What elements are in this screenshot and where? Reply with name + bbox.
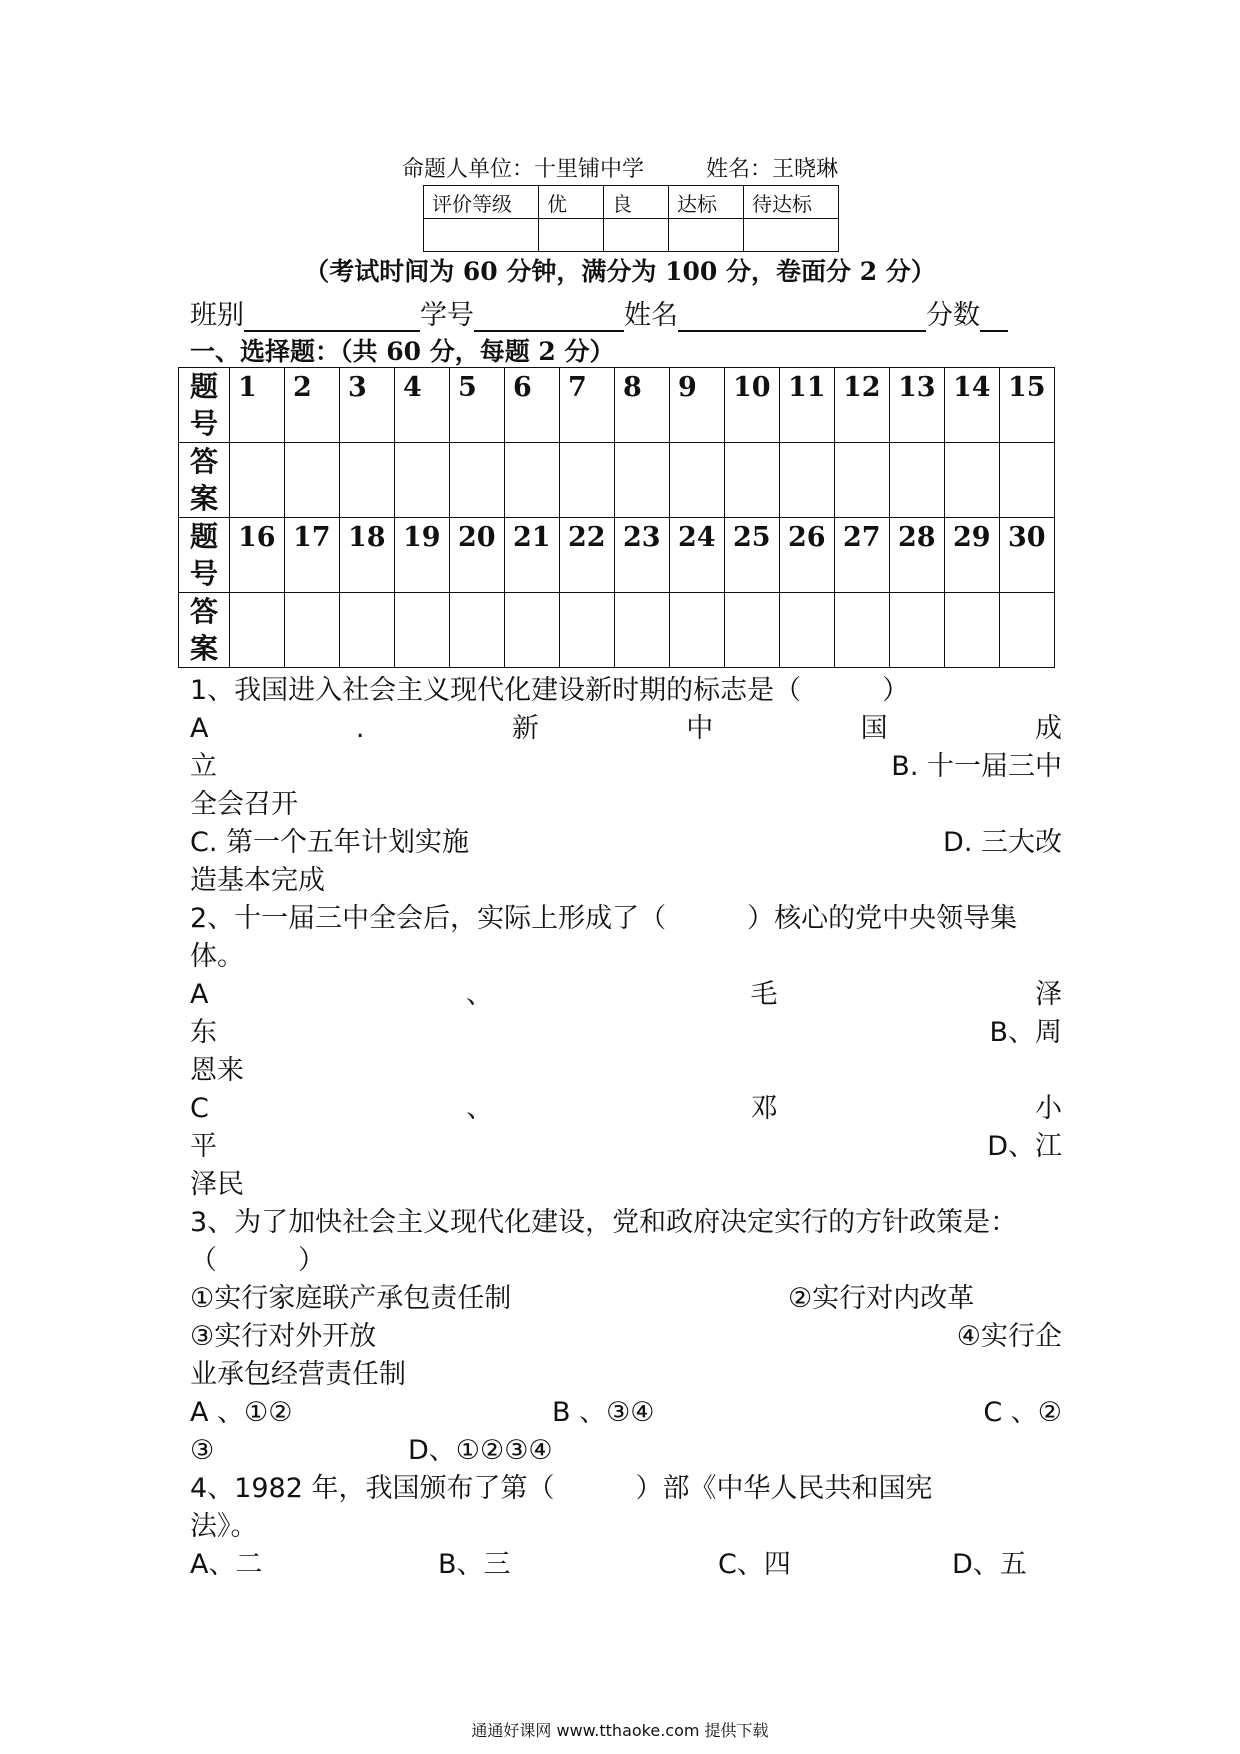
answer-cell[interactable] bbox=[230, 593, 285, 668]
q4-option-b: B、三 bbox=[438, 1549, 511, 1580]
answer-cell[interactable] bbox=[230, 443, 285, 518]
q1-stem: 1、我国进入社会主义现代化建设新时期的标志是（ ） bbox=[190, 675, 910, 706]
answer-cell[interactable] bbox=[395, 443, 450, 518]
q3-stem-2: （ ） bbox=[190, 1245, 325, 1276]
answer-cell[interactable] bbox=[890, 443, 945, 518]
header-line bbox=[0, 152, 1240, 183]
q1-option-c: C. 第一个五年计划实施 bbox=[190, 827, 470, 858]
question-number: 12 bbox=[835, 368, 890, 443]
question-number: 20 bbox=[450, 518, 505, 593]
number-row-2 bbox=[179, 518, 1055, 593]
name-label: 姓名 bbox=[624, 300, 678, 331]
exam-info: （考试时间为 60 分钟，满分为 100 分，卷面分 2 分） bbox=[304, 257, 936, 286]
student-no-label: 学号 bbox=[420, 300, 474, 331]
q1-option-cd-line bbox=[190, 824, 1062, 862]
q3-option-b: B 、③④ bbox=[552, 1397, 655, 1428]
question-number: 29 bbox=[945, 518, 1000, 593]
question-number: 13 bbox=[890, 368, 945, 443]
q1-d-start: D. 三大改 bbox=[943, 827, 1062, 858]
score-label: 分数 bbox=[926, 300, 980, 331]
rating-blank-cell[interactable] bbox=[669, 219, 744, 252]
q2-option-a-line: A 、 毛 泽 bbox=[190, 979, 1062, 1010]
answer-cell[interactable] bbox=[780, 593, 835, 668]
question-number: 7 bbox=[560, 368, 615, 443]
question-number: 30 bbox=[1000, 518, 1055, 593]
class-label: 班别 bbox=[190, 300, 244, 331]
question-number: 8 bbox=[615, 368, 670, 443]
q2-b-end: 恩来 bbox=[190, 1055, 244, 1086]
question-number: 11 bbox=[780, 368, 835, 443]
rating-blank-cell[interactable] bbox=[744, 219, 839, 252]
question-number: 5 bbox=[450, 368, 505, 443]
q1-b-start: B. 十一届三中 bbox=[891, 751, 1062, 782]
q2-option-b-line: 东 B、周 bbox=[190, 1017, 1062, 1048]
question-number: 21 bbox=[505, 518, 560, 593]
question-number: 28 bbox=[890, 518, 945, 593]
answer-label: 答 案 bbox=[179, 443, 230, 518]
q3-option-d: D、①②③④ bbox=[408, 1435, 553, 1466]
class-blank[interactable] bbox=[244, 302, 420, 332]
q3-stem-1: 3、为了加快社会主义现代化建设，党和政府决定实行的方针政策是： bbox=[190, 1207, 1018, 1238]
question-number: 1 bbox=[230, 368, 285, 443]
question-number: 27 bbox=[835, 518, 890, 593]
answer-cell[interactable] bbox=[560, 443, 615, 518]
answer-label: 答 案 bbox=[179, 593, 230, 668]
q3-statement-4: ④实行企 bbox=[956, 1321, 1062, 1352]
question-number: 26 bbox=[780, 518, 835, 593]
q1-a-end: 立 bbox=[190, 751, 217, 782]
q1-d-end: 造基本完成 bbox=[190, 865, 325, 896]
rating-below-cell: 待达标 bbox=[744, 186, 839, 219]
question-number: 9 bbox=[670, 368, 725, 443]
question-number: 4 bbox=[395, 368, 450, 443]
q3-statement-1: ①实行家庭联产承包责任制 bbox=[190, 1283, 512, 1314]
answer-row-2 bbox=[179, 593, 1055, 668]
q1-option-a-line: A . 新 中 国 成 bbox=[190, 713, 1062, 744]
question-number: 25 bbox=[725, 518, 780, 593]
rating-excellent-cell: 优 bbox=[539, 186, 604, 219]
answer-cell[interactable] bbox=[670, 443, 725, 518]
q4-stem-2: 法》。 bbox=[190, 1511, 258, 1542]
student-no-blank[interactable] bbox=[474, 302, 624, 332]
q3-options-line bbox=[190, 1394, 1062, 1432]
answer-cell[interactable] bbox=[725, 443, 780, 518]
question-number: 3 bbox=[340, 368, 395, 443]
answer-cell[interactable] bbox=[1000, 443, 1055, 518]
answer-row-1 bbox=[179, 443, 1055, 518]
answer-cell[interactable] bbox=[340, 593, 395, 668]
question-number: 19 bbox=[395, 518, 450, 593]
question-number: 16 bbox=[230, 518, 285, 593]
q2-stem-2: 体。 bbox=[190, 941, 244, 972]
footer-credit: 通通好课网 www.tthaoke.com 提供下载 bbox=[471, 1721, 769, 1740]
answer-grid bbox=[178, 367, 1055, 668]
answer-cell[interactable] bbox=[780, 443, 835, 518]
proposer-name: 姓名：王晓琳 bbox=[706, 157, 839, 182]
question-number: 24 bbox=[670, 518, 725, 593]
answer-cell[interactable] bbox=[835, 443, 890, 518]
question-number: 15 bbox=[1000, 368, 1055, 443]
q4-option-d: D、五 bbox=[952, 1549, 1027, 1580]
question-number: 14 bbox=[945, 368, 1000, 443]
question-number: 10 bbox=[725, 368, 780, 443]
q4-stem-1: 4、1982 年，我国颁布了第（ ）部《中华人民共和国宪 bbox=[190, 1473, 933, 1504]
q3-option-c-end: ③ bbox=[190, 1435, 215, 1466]
rating-pass-cell: 达标 bbox=[669, 186, 744, 219]
answer-cell[interactable] bbox=[945, 593, 1000, 668]
q4-option-a: A、二 bbox=[190, 1549, 263, 1580]
q3-statement-2: ②实行对内改革 bbox=[788, 1283, 975, 1314]
rating-header-cell: 评价等级 bbox=[424, 186, 539, 219]
answer-cell[interactable] bbox=[505, 443, 560, 518]
student-fields bbox=[190, 293, 1008, 332]
rating-blank-cell[interactable] bbox=[539, 219, 604, 252]
number-row-1 bbox=[179, 368, 1055, 443]
question-number: 6 bbox=[505, 368, 560, 443]
q3-option-c: C 、② bbox=[983, 1397, 1062, 1428]
q1-option-b-line bbox=[190, 748, 1062, 786]
answer-cell[interactable] bbox=[505, 593, 560, 668]
question-number: 23 bbox=[615, 518, 670, 593]
q3-option-a: A 、①② bbox=[190, 1397, 293, 1428]
answer-cell[interactable] bbox=[340, 443, 395, 518]
proposer-unit: 命题人单位：十里铺中学 bbox=[401, 157, 644, 182]
rating-blank-cell[interactable] bbox=[424, 219, 539, 252]
answer-cell[interactable] bbox=[945, 443, 1000, 518]
q3-options-line-2 bbox=[190, 1432, 1062, 1470]
answer-cell[interactable] bbox=[670, 593, 725, 668]
question-number: 18 bbox=[340, 518, 395, 593]
section-title: 一、选择题：（共 60 分，每题 2 分） bbox=[190, 337, 615, 366]
name-blank[interactable] bbox=[678, 302, 926, 332]
number-label: 题 号 bbox=[179, 518, 230, 593]
q3-statement-4-end: 业承包经营责任制 bbox=[190, 1359, 406, 1390]
answer-cell[interactable] bbox=[615, 593, 670, 668]
answer-cell[interactable] bbox=[395, 593, 450, 668]
answer-cell[interactable] bbox=[450, 593, 505, 668]
q2-stem-1: 2、十一届三中全会后，实际上形成了（ ）核心的党中央领导集 bbox=[190, 903, 1018, 934]
answer-cell[interactable] bbox=[890, 593, 945, 668]
rating-blank-cell[interactable] bbox=[604, 219, 669, 252]
q3-statements-1 bbox=[190, 1280, 1062, 1318]
question-number: 22 bbox=[560, 518, 615, 593]
score-blank[interactable] bbox=[980, 302, 1008, 332]
answer-cell[interactable] bbox=[615, 443, 670, 518]
answer-cell[interactable] bbox=[1000, 593, 1055, 668]
answer-cell[interactable] bbox=[285, 443, 340, 518]
q1-b-end: 全会召开 bbox=[190, 789, 298, 820]
q3-statement-3: ③实行对外开放 bbox=[190, 1321, 377, 1352]
answer-cell[interactable] bbox=[560, 593, 615, 668]
q3-statements-2 bbox=[190, 1318, 1062, 1356]
q2-d-end: 泽民 bbox=[190, 1169, 244, 1200]
q4-option-c: C、四 bbox=[718, 1549, 791, 1580]
question-number: 17 bbox=[285, 518, 340, 593]
question-number: 2 bbox=[285, 368, 340, 443]
answer-cell[interactable] bbox=[450, 443, 505, 518]
answer-cell[interactable] bbox=[835, 593, 890, 668]
rating-table bbox=[423, 185, 839, 252]
q4-options-line bbox=[190, 1546, 1062, 1584]
answer-cell[interactable] bbox=[725, 593, 780, 668]
q2-option-d-line: 平 D、江 bbox=[190, 1131, 1062, 1162]
q2-option-c-line: C 、 邓 小 bbox=[190, 1093, 1062, 1124]
number-label: 题 号 bbox=[179, 368, 230, 443]
answer-cell[interactable] bbox=[285, 593, 340, 668]
rating-good-cell: 良 bbox=[604, 186, 669, 219]
